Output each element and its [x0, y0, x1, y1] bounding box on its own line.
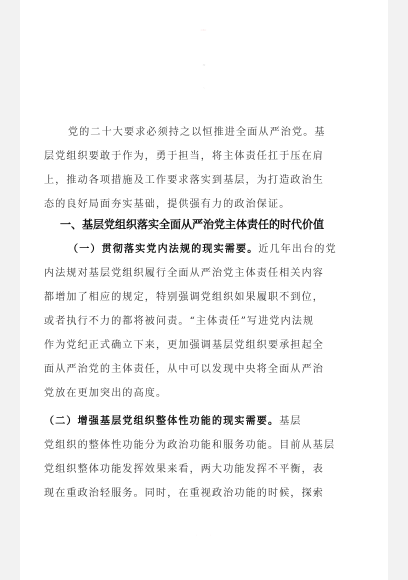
subsection-2-text: 基层: [279, 416, 302, 427]
subsection-2-first-line: [44, 412, 302, 427]
subsection-1-label: （一）贯彻落实党内法规的现实需要。: [68, 244, 259, 255]
paragraph-line: 或者执行不力的都将被问责。“主体责任”写进党内法规: [44, 316, 315, 327]
intro-line: 态的良好局面夯实基础，提供强有力的政治保证。: [44, 199, 291, 210]
paragraph-line: 都增加了相应的规定，特别强调党组织如果履职不到位，: [44, 292, 324, 303]
paragraph-line: 党放在更加突出的高度。: [44, 388, 168, 399]
paragraph-line: 内法规对基层党组织履行全面从严治党主体责任相关内容: [44, 268, 324, 279]
intro-line: 党的二十大要求必须持之以恒推进全面从严治党。基: [68, 127, 326, 138]
subsection-1-text: 近几年出台的党: [258, 244, 337, 255]
paragraph-line: 作为党纪正式确立下来，更加强调基层党组织要承担起全: [44, 340, 324, 351]
paragraph-line: 面从严治党的主体责任，从中可以发现中央将全面从严治: [44, 364, 324, 375]
paragraph-line: 党组织的整体性功能分为政治功能和服务功能。目前从基层: [44, 440, 336, 451]
document-page: [20, 0, 388, 580]
intro-line: 层党组织要敢于作为，勇于担当，将主体责任扛于压在肩: [44, 151, 324, 162]
paragraph-line: 党组织整体功能发挥效果来看，两大功能发挥不平衡，表: [44, 464, 324, 475]
paragraph-line: 现在重政治轻服务。同时，在重视政治功能的时候，探索: [44, 488, 324, 499]
subsection-2-label: （二）增强基层党组织整体性功能的现实需要。: [44, 416, 280, 427]
subsection-1-first-line: [68, 240, 337, 255]
intro-line: 上，推动各项措施及工作要求落实到基层，为打造政治生: [44, 175, 324, 186]
section-heading-1: 一、基层党组织落实全面从严治党主体责任的时代价值: [60, 218, 324, 231]
